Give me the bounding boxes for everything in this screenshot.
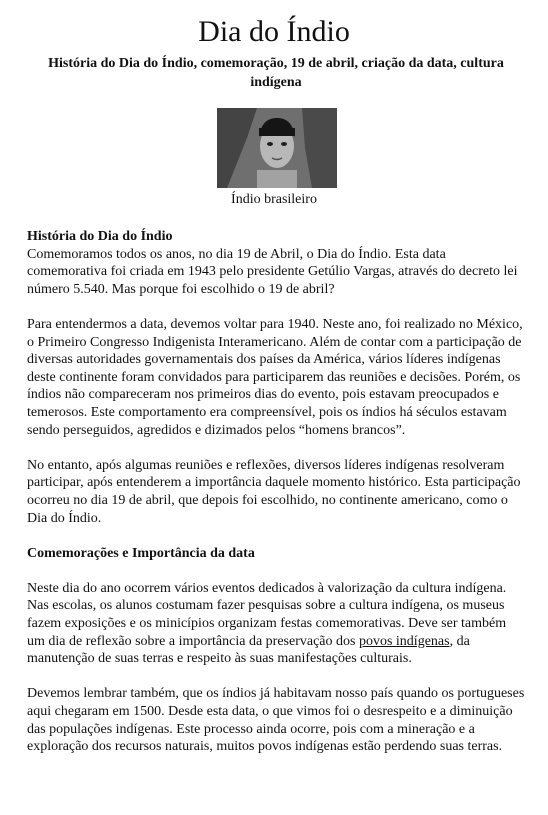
page-title: Dia do Índio bbox=[198, 15, 350, 48]
indigenous-child-photo bbox=[217, 108, 337, 188]
paragraph: Devemos lembrar também, que os índios já habitavam nosso país quando os portugueses aqui chegaram em 1500. Desde esta data, o que vimos foi o desrespeito e a diminuição das populações indígenas. Este processo ainda ocorre, pois com a mineração e a exploração dos recursos naturais, muitos povos indígenas estão perdendo suas terras. bbox=[27, 686, 525, 755]
section-heading-celebrations: Comemorações e Importância da data bbox=[27, 545, 255, 561]
section-heading-history: História do Dia do Índio bbox=[27, 229, 173, 244]
paragraph-text: Neste dia do ano ocorrem vários eventos dedicados à valorização da cultura indígena. Nas escolas, os alunos costumam fazer pesquisas sobre a cultura indígena, os museus fazem exposições e os minicípios organizam festas comemorativas. Deve ser também um dia de reflexão sobre a importância da preservação dos bbox=[27, 580, 507, 649]
paragraph: Comemoramos todos os anos, no dia 19 de Abril, o Dia do Índio. Esta data comemorativa foi criada em 1943 pelo presidente Getúlio Vargas, através do decreto lei número 5.540. Mas porque foi escolhido o 19 de abril? bbox=[27, 246, 518, 297]
photo-caption: Índio brasileiro bbox=[231, 192, 317, 207]
page-subtitle: História do Dia do Índio, comemoração, 19 de abril, criação da data, cultura indígena bbox=[48, 56, 504, 90]
paragraph-text: , da manutenção de suas terras e respeito às suas manifestações culturais. bbox=[27, 633, 470, 667]
article-body bbox=[27, 228, 527, 756]
povos-indigenas-link[interactable]: povos indígenas bbox=[358, 633, 450, 649]
paragraph bbox=[27, 580, 527, 668]
paragraph: No entanto, após algumas reuniões e reflexões, diversos líderes indígenas resolveram participar, após entenderem a importância daquele momento histórico. Esta participação ocorreu no dia 19 de abril, que depois foi escolhido, no continente americano, como o Dia do Índio. bbox=[27, 457, 521, 526]
paragraph: Para entendermos a data, devemos voltar para 1940. Neste ano, foi realizado no México, o Primeiro Congresso Indigenista Interamericano. Além de contar com a participação de diversas autoridades governamentais dos países da América, vários líderes indígenas deste continente foram convidados para participarem das reuniões e decisões. Porém, os índios não compareceram nos primeiros dias do evento, pois estavam preocupados e temerosos. Este comportamento era compreensível, pois os índios há séculos estavam sendo perseguidos, agredidos e dizimados pelos “homens brancos”. bbox=[27, 316, 523, 438]
